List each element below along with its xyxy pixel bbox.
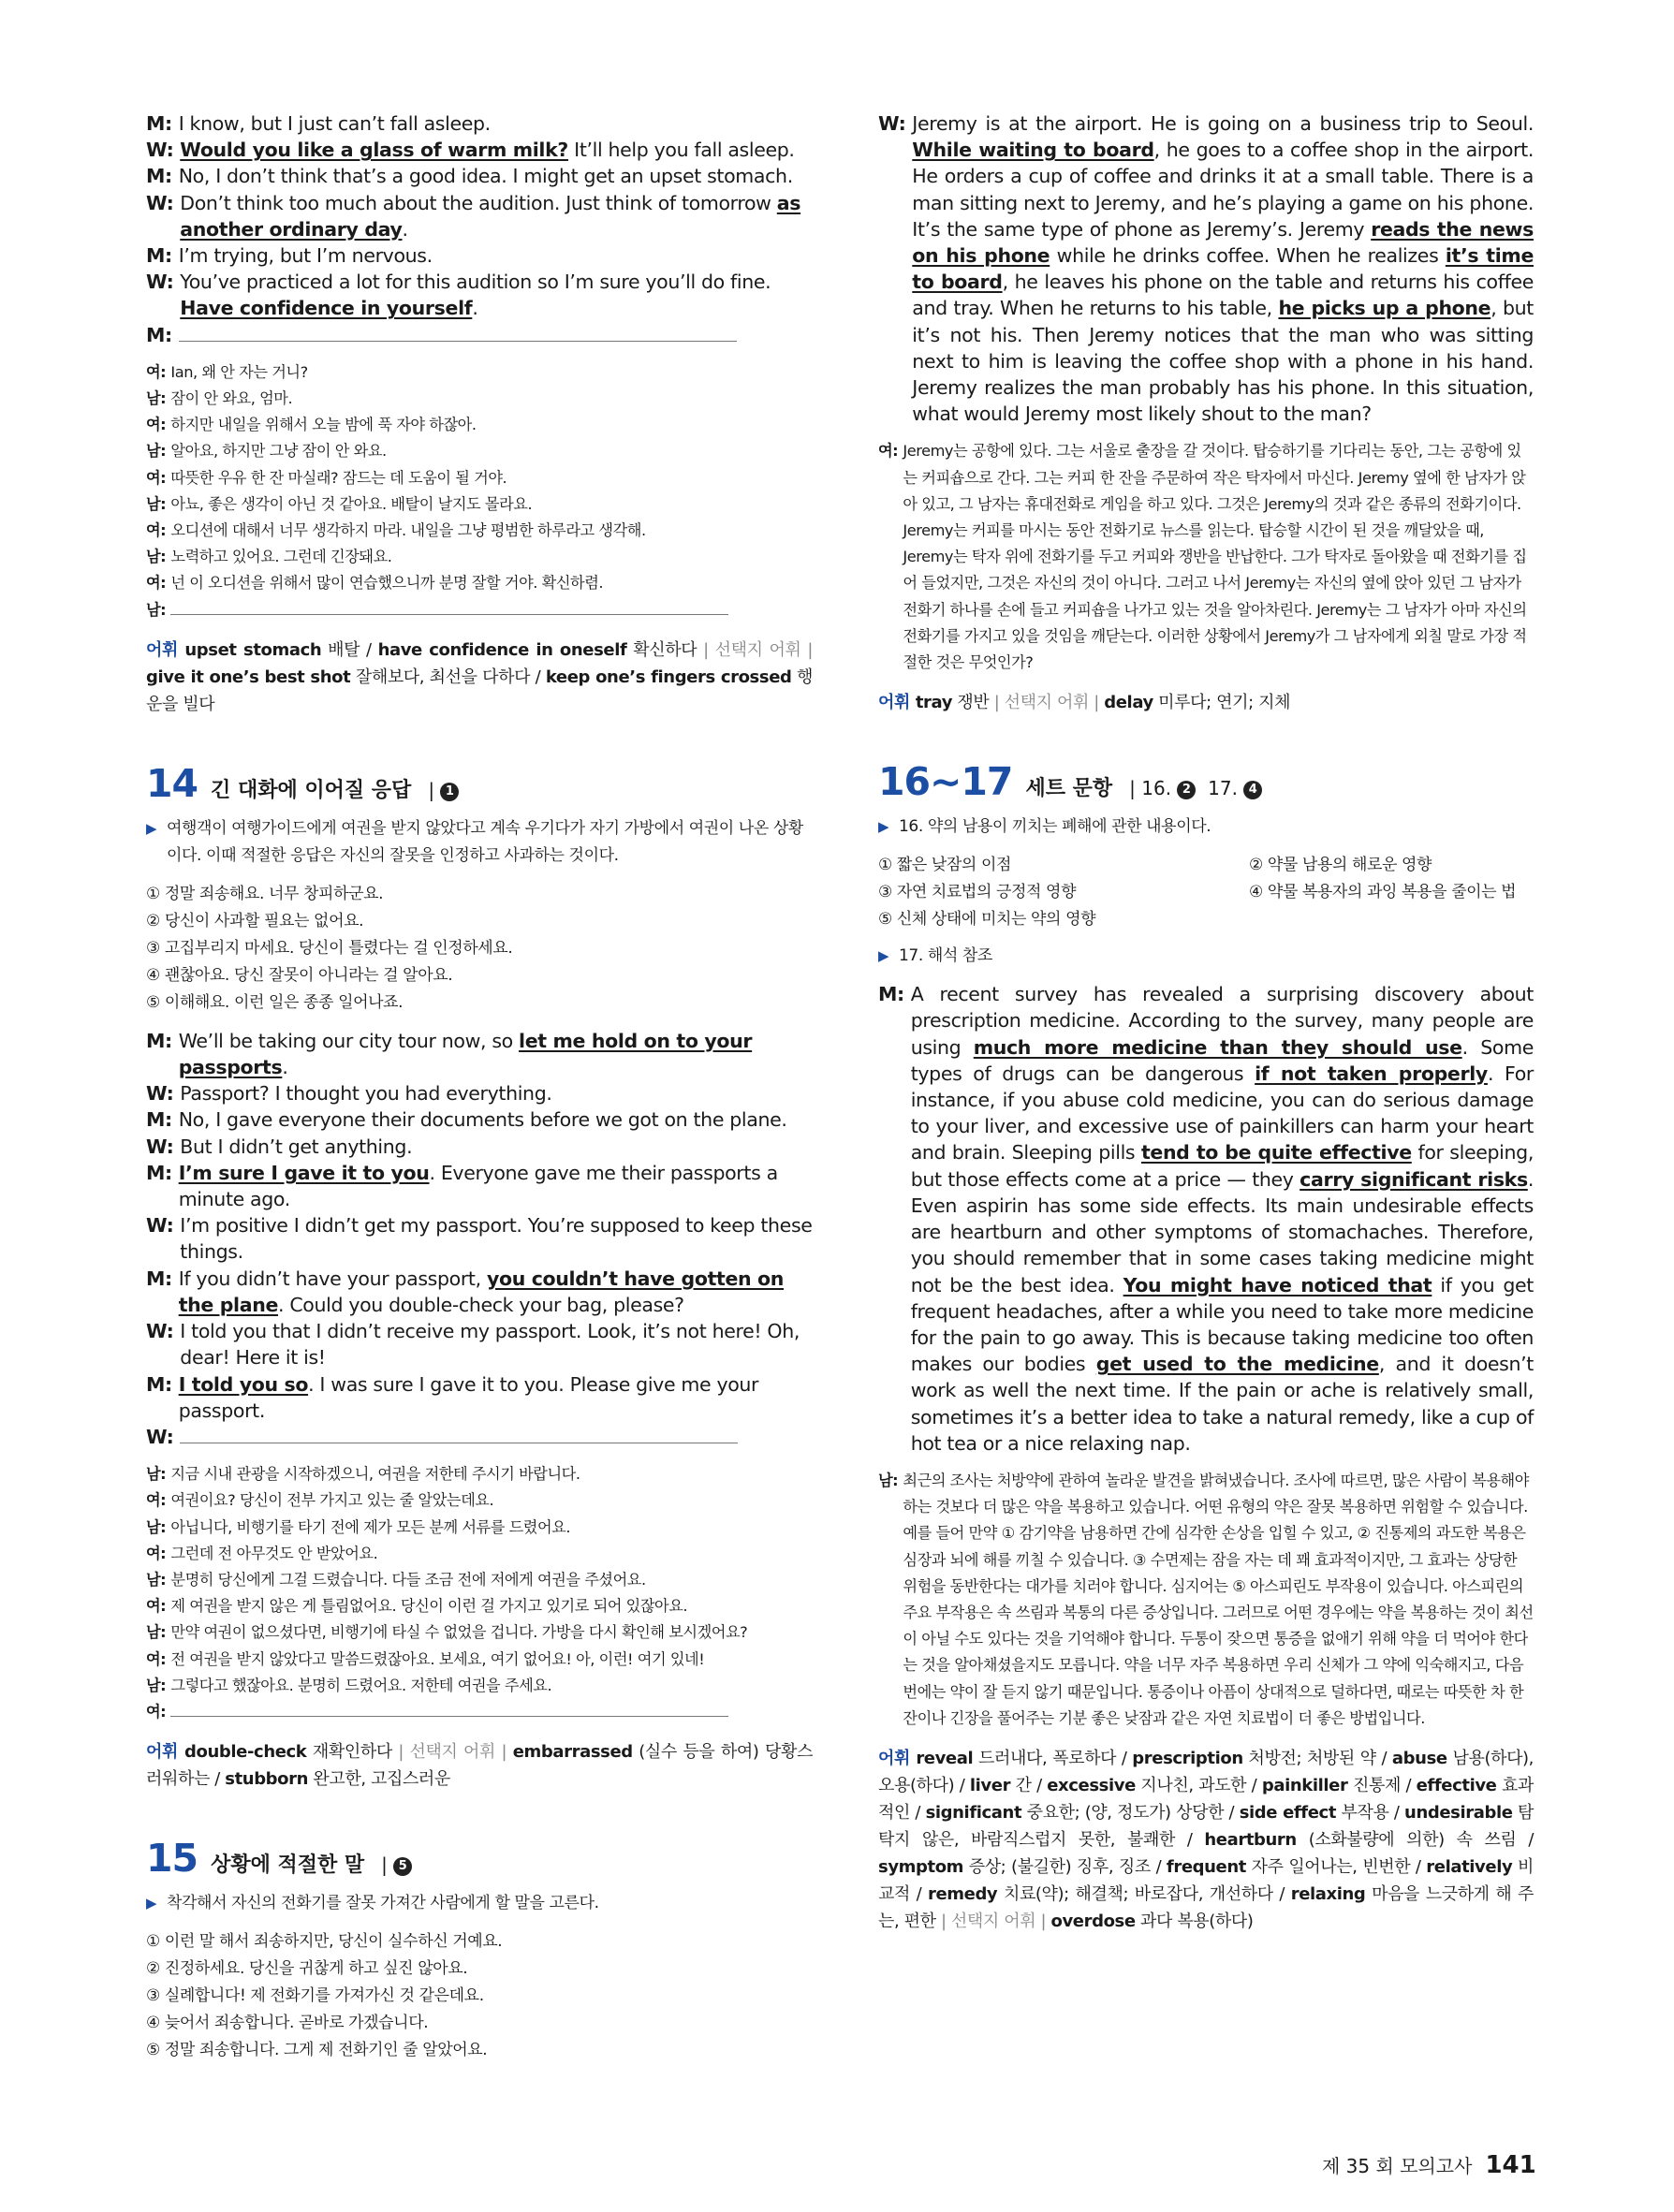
dialogue-line [146, 110, 813, 137]
option-item: ③ 실례합니다! 제 전화기를 가져가신 것 같은데요. [146, 1986, 484, 2006]
section-number: 16~17 [878, 759, 1013, 805]
vocab-term: side effect [1239, 1802, 1337, 1823]
translation-line [146, 412, 813, 438]
vocab-text: 쟁반 [952, 693, 994, 713]
answer-blank [179, 324, 737, 342]
monologue-15 [878, 110, 1534, 427]
translation-line [146, 491, 813, 518]
line-text [912, 110, 1534, 427]
line-text [180, 269, 813, 321]
speaker-label: M: [146, 165, 179, 188]
speaker-label: 여: [146, 416, 171, 434]
line-text [179, 242, 813, 269]
vocab-text: (실수 등을 하여) 당황스러워하는 / [146, 1742, 813, 1790]
line-text [180, 190, 813, 242]
triangle-icon: ▶ [146, 1895, 157, 1912]
section-number: 14 [146, 760, 198, 806]
speaker-label: 여: [146, 1702, 171, 1721]
speaker-label: W: [146, 1135, 181, 1158]
option-item: ③ 자연 치료법의 긍정적 영향 [878, 883, 1077, 902]
translation-line [146, 544, 813, 570]
speaker-label: M: [146, 1161, 179, 1184]
text-run: No, I don’t think that’s a good idea. I might get an upset stomach. [178, 165, 793, 188]
speaker-label: W: [146, 139, 181, 162]
exam-label: 제 35 회 모의고사 [1322, 2155, 1473, 2177]
line-text: 아닙니다, 비행기를 타기 전에 제가 모든 분께 서류를 드렸어요. [170, 1517, 571, 1536]
answer-indicator: | 1 [428, 779, 459, 801]
dialogue-line [146, 137, 813, 163]
vocab-term: give it one’s best shot [146, 667, 351, 687]
line-text: 따뜻한 우유 한 잔 마실래? 잠드는 데 도움이 될 거야. [170, 468, 507, 487]
vocab-text: | 선택지 어휘 | [993, 693, 1099, 713]
line-text [180, 1212, 813, 1265]
option-item: ② 약물 남용의 해로운 영향 [1249, 856, 1432, 875]
line-text [179, 1106, 813, 1133]
key-phrase: get used to the medicine [1095, 1353, 1379, 1376]
speaker-label: W: [146, 271, 181, 294]
vocabulary-16-17 [878, 1745, 1534, 1935]
line-text: 그렇다고 했잖아요. 분명히 드렸어요. 저한테 여권을 주세요. [170, 1676, 552, 1694]
dialogue-line [146, 1106, 813, 1133]
line-text: 제 여권을 받지 않은 게 틀림없어요. 당신이 이런 걸 가지고 있기로 되어 있잖아요. [170, 1597, 688, 1616]
option-item: ② 진정하세요. 당신을 귀찮게 하고 싶진 않아요. [146, 1959, 468, 1979]
vocab-text: 간 / [1010, 1775, 1048, 1795]
line-text [180, 1134, 813, 1160]
line-text [179, 1160, 813, 1212]
vocab-text: 치료(약); 해결책; 바로잡다, 개선하다 / [997, 1883, 1291, 1904]
translation-line [146, 359, 813, 386]
speaker-label: W: [146, 1214, 181, 1238]
text-run: I told you that I didn’t receive my passport. Look, it’s not here! Oh, dear! Here it is! [180, 1320, 800, 1370]
vocab-term: overdose [1050, 1911, 1136, 1931]
dialogue-line [146, 242, 813, 269]
option-item: ② 당신이 사과할 필요는 없어요. [146, 911, 364, 930]
key-phrase: carry significant risks [1300, 1167, 1528, 1191]
vocab-term: relatively [1426, 1856, 1513, 1877]
vocab-term: remedy [928, 1883, 998, 1904]
page-footer [1322, 2151, 1536, 2179]
translation-line [146, 1699, 813, 1725]
line-text [179, 1371, 813, 1424]
vocab-text: 효과적인 / [878, 1775, 1534, 1823]
translation-line [878, 438, 1534, 676]
dialogue-line [146, 322, 813, 348]
section-title: 상황에 적절한 말 [211, 1853, 365, 1878]
key-phrase: he picks up a phone [1278, 297, 1491, 320]
text-run: , and it doesn’t work as well the next time. If the pain or ache is relatively small, sometimes it’s a better idea to take a natural remedy, like a cup of hot tea or a nice relaxing nap. [910, 1353, 1534, 1455]
vocab-text: 처방전; 처방된 약 / [1242, 1748, 1392, 1768]
speaker-label: M: [146, 1267, 179, 1290]
dialogue-line [146, 1134, 813, 1160]
answer-indicator: | 5 [381, 1853, 412, 1876]
line-text: 넌 이 오디션을 위해서 많이 연습했으니까 분명 잘할 거야. 확신하렴. [170, 574, 604, 593]
text-run: if you get frequent headaches, after a while you need to take more medicine for the pain to go away. This is because taking medicine too often makes our bodies [910, 1273, 1534, 1376]
speaker-label: 여: [146, 362, 171, 381]
vocab-text: 확신하다 [626, 639, 704, 660]
line-text [179, 1266, 813, 1318]
speaker-label: 여: [146, 1544, 171, 1562]
answer-indicator: | 16. 2 17. 4 [1129, 777, 1262, 799]
text-run: I’m trying, but I’m nervous. [178, 244, 433, 268]
line-text: 하지만 내일을 위해서 오늘 밤에 푹 자야 하잖아. [170, 416, 477, 434]
vocab-term: undesirable [1404, 1802, 1513, 1823]
text-run: It’ll help you fall asleep. [567, 139, 795, 162]
vocab-text: 탐탁지 않은, 바람직스럽지 못한, 불쾌한 / [878, 1802, 1534, 1850]
speaker-label: 남: [146, 1517, 171, 1536]
translation-line [146, 1461, 813, 1487]
vocab-term: significant [925, 1802, 1022, 1823]
vocab-text: 남용(하다), 오용(하다) / [878, 1748, 1534, 1795]
speaker-label: M: [146, 1372, 179, 1396]
translation-line [146, 386, 813, 412]
speaker-label: 남: [146, 389, 171, 408]
section-header-16-17 [878, 759, 1534, 804]
dialogue-line [146, 1318, 813, 1370]
line-text: 잠이 안 와요, 엄마. [170, 389, 293, 408]
vocab-term: excessive [1047, 1775, 1136, 1795]
dialogue-line [146, 163, 813, 189]
speaker-label: 여: [878, 442, 903, 461]
vocab-text: 마음을 느긋하게 해 주는, 편한 [878, 1883, 1534, 1931]
text-run: . [472, 297, 478, 320]
text-run: . Some types of drugs can be dangerous [910, 1035, 1534, 1085]
speaker-label: M: [878, 983, 911, 1006]
vocab-text: 비교적 / [878, 1856, 1534, 1904]
speaker-label: W: [146, 1320, 181, 1343]
section-number: 15 [146, 1836, 198, 1882]
dialogue-line [878, 110, 1534, 427]
dialogue-line [146, 190, 813, 242]
translation-line [146, 570, 813, 596]
option-item: ③ 고집부리지 마세요. 당신이 틀렸다는 걸 인정하세요. [146, 938, 513, 958]
vocabulary-13 [146, 637, 813, 718]
translation-line [146, 465, 813, 491]
translation-14 [146, 1461, 813, 1725]
vocab-text: 잘해보다, 최선을 다하다 / [350, 667, 546, 687]
line-text: 만약 여권이 없으셨다면, 비행기에 타실 수 없었을 겁니다. 가방을 다시 확인해 보시겠어요? [170, 1623, 748, 1642]
text-run: No, I gave everyone their documents before we got on the plane. [178, 1108, 787, 1132]
line-text: 전 여권을 받지 않았다고 말씀드렸잖아요. 보세요, 여기 없어요! 아, 이런! 여기 있네! [170, 1649, 705, 1668]
vocab-text: 지나친, 과도한 / [1135, 1775, 1262, 1795]
translation-line [146, 518, 813, 544]
vocab-term: painkiller [1261, 1775, 1348, 1795]
vocab-text: | 선택지 어휘 | [940, 1911, 1047, 1931]
vocab-text: 과다 복용(하다) [1135, 1911, 1254, 1931]
dialogue-line [878, 981, 1534, 1457]
vocabulary-14 [146, 1738, 813, 1793]
answer-blank [170, 1699, 728, 1717]
dialogue-line [146, 1028, 813, 1080]
speaker-label: W: [146, 191, 181, 214]
vocab-term: effective [1416, 1775, 1497, 1795]
translation-line [146, 1673, 813, 1699]
speaker-label: 남: [146, 1623, 171, 1642]
line-text: 최근의 조사는 처방약에 관하여 놀라운 발견을 밝혀냈습니다. 조사에 따르면, 많은 사람이 복용해야 하는 것보다 더 많은 약을 복용하고 있습니다. 어떤 유형의 약은 잘못 복용하면 위험할 수 있습니다. 예를 들어 만약 ① 감기약을 남용하면 간에 심각한 손상을 입힐 수 있고, ② 진통제의 과도한 복용은 심장과 뇌에 해를 끼칠 수 있습니다. ③ 수면제는 잠을 자는 데 꽤 효과적이지만, 그 효과는 상당한 위험을 동반한다는 대가를 치러야 합니다. 심지어는 ⑤ 아스피린도 부작용이 있습니다. 아스피린의 주요 부작용은 속 쓰림과 복통의 다른 증상입니다. 그러므로 어떤 경우에는 약을 복용하는 것이 최선이 아닐 수도 있다는 것을 기억해야 합니다. 두통이 잦으면 통증을 없애기 위해 약을 더 먹어야 한다는 것을 알아채셨을지도 모릅니다. 약을 너무 자주 복용하면 우리 신체가 그 약에 익숙해지고, 다음번에는 약이 잘 듣지 않기 때문입니다. 통증이나 아픔이 상대적으로 덜하다면, 때로는 따뜻한 차 한 잔이나 긴장을 풀어주는 기분 좋은 낮잠과 같은 자연 치료법이 더 좋은 방법입니다. [903, 1471, 1534, 1727]
translation-13 [146, 359, 813, 623]
vocab-term: heartburn [1204, 1829, 1297, 1850]
text-run: while he drinks coffee. When he realizes [1050, 244, 1446, 268]
text-run: . [282, 1056, 288, 1079]
text-run: . Even aspirin has some side effects. Its main undesirable effects are heartburn and other symptoms of stomachaches. Therefore, you should remember that in some cases taking medicine might not be the best idea. [910, 1167, 1534, 1296]
line-text [180, 1080, 813, 1106]
answer-circle: 1 [440, 783, 459, 801]
vocab-label: 어휘 [146, 639, 185, 660]
text-run: . Everyone gave me their passports a minute ago. [178, 1161, 778, 1211]
speaker-label: W: [146, 1082, 181, 1106]
section-title: 세트 문항 [1025, 777, 1113, 801]
key-phrase: much more medicine than they should use [973, 1035, 1462, 1059]
text-run: , but it’s not his. Then Jeremy notices that the man who was sitting next to him is leaving the coffee shop with a phone in his hand. Jeremy realizes the man probably has his phone. In this situation, what would Jeremy most likely shout to the man? [912, 297, 1534, 426]
key-phrase: you couldn’t have gotten on the plane [178, 1267, 785, 1316]
triangle-icon: ▶ [878, 818, 889, 836]
vocabulary-15 [878, 689, 1534, 716]
line-text: 분명히 당신에게 그걸 드렸습니다. 다들 조금 전에 저에게 여권을 주셨어요. [170, 1570, 646, 1589]
line-text [180, 137, 813, 163]
line-text: 여권이요? 당신이 전부 가지고 있는 줄 알았는데요. [170, 1491, 494, 1510]
option-item: ⑤ 신체 상태에 미치는 약의 영향 [878, 910, 1096, 930]
section-description-17: ▶ 17. 해석 참조 [878, 943, 1534, 970]
vocab-term: tray [915, 693, 953, 713]
translation-line [146, 1593, 813, 1619]
text-run: Don’t think too much about the audition. Just think of tomorrow [180, 191, 777, 214]
key-phrase: Would you like a glass of warm milk? [180, 139, 568, 162]
section-description: ▶ 여행객이 여행가이드에게 여권을 받지 않았다고 계속 우기다가 자기 가방에서 여권이 나온 상황이다. 이때 적절한 응답은 자신의 잘못을 인정하고 사과하는 것이다. [146, 815, 813, 870]
text-run: Passport? I thought you had everything. [180, 1082, 552, 1106]
vocab-term: abuse [1391, 1748, 1447, 1768]
speaker-label: 남: [146, 1465, 171, 1484]
translation-15 [878, 438, 1534, 676]
line-text: Jeremy는 공항에 있다. 그는 서울로 출장을 갈 것이다. 탑승하기를 기다리는 동안, 그는 공항에 있는 커피숍으로 간다. 그는 커피 한 잔을 주문하여 작은 탁자에서 마신다. Jeremy 옆에 한 남자가 앉아 있고, 그 남자는 휴대전화로 게임을 하고 있다. 그것은 Jeremy의 것과 같은 종류의 전화기이다. Jeremy는 커피를 마시는 동안 전화기로 뉴스를 읽는다. 탑승할 시간이 된 것을 깨달았을 때, Jeremy는 탁자 위에 전화기를 두고 커피와 쟁반을 반납한다. 그가 탁자로 돌아왔을 때 전화기를 집어 들었지만, 그것은 자신의 것이 아니다. 그러고 나서 Jeremy는 자신의 옆에 앉아 있던 그 남자가 전화기 하나를 손에 들고 커피숍을 나가고 있는 것을 알아차린다. Jeremy는 그 남자가 아마 자신의 전화기를 가지고 있을 것임을 깨닫는다. 이러한 상황에서 Jeremy가 그 남자에게 외칠 말로 가장 적절한 것은 무엇인가? [903, 442, 1527, 672]
translation-line [146, 1487, 813, 1514]
vocab-term: frequent [1166, 1856, 1246, 1877]
dialogue-line [146, 1080, 813, 1106]
key-phrase: Have confidence in yourself [180, 297, 473, 320]
vocab-label: 어휘 [878, 693, 916, 713]
line-text: 노력하고 있어요. 그런데 긴장돼요. [170, 548, 392, 566]
line-text [180, 1318, 813, 1370]
translation-line [146, 1619, 813, 1646]
section-15 [146, 1836, 813, 2064]
speaker-label: 여: [146, 468, 171, 487]
text-run: I know, but I just can’t fall asleep. [178, 112, 491, 135]
vocab-text: | 선택지 어휘 | [703, 639, 813, 660]
text-run: , he leaves his phone on the table and returns his coffee and tray. When he returns to his table, [912, 271, 1534, 320]
key-phrase: While waiting to board [912, 139, 1154, 162]
line-text [179, 110, 813, 137]
key-phrase: reads the news on his phone [912, 217, 1534, 268]
dialogue-line [146, 1371, 813, 1424]
vocab-term: have confidence in oneself [377, 639, 627, 660]
line-text: 그런데 전 아무것도 안 받았어요. [170, 1544, 378, 1562]
answer-blank [170, 597, 728, 615]
key-phrase: if not taken properly [1255, 1062, 1488, 1085]
option-item: ④ 약물 복용자의 과잉 복용을 줄이는 법 [1249, 883, 1517, 902]
line-text [911, 981, 1534, 1457]
speaker-label: 여: [146, 1491, 171, 1510]
text-run: We’ll be taking our city tour now, so [178, 1029, 520, 1052]
triangle-icon: ▶ [878, 947, 889, 965]
triangle-icon: ▶ [146, 819, 157, 837]
left-column [146, 110, 813, 2064]
line-text: 오디션에 대해서 너무 생각하지 마라. 내일을 그냥 평범한 하루라고 생각해. [170, 521, 646, 540]
speaker-label: 남: [878, 1471, 903, 1489]
key-phrase: let me hold on to your passports [178, 1029, 753, 1079]
speaker-label: 남: [146, 494, 171, 513]
text-run: But I didn’t get anything. [180, 1135, 413, 1158]
vocab-term: delay [1104, 693, 1153, 713]
option-item: ① 정말 죄송해요. 너무 창피하군요. [146, 884, 384, 903]
text-run: A recent survey has revealed a surprising discovery about prescription medicine. According to the survey, many people are using [910, 983, 1534, 1059]
dialogue-line [146, 269, 813, 321]
answer-options [146, 881, 813, 1017]
translation-line [146, 1567, 813, 1593]
vocab-text: 행운을 빌다 [146, 667, 813, 714]
vocab-term: double-check [184, 1742, 307, 1763]
vocab-label: 어휘 [878, 1748, 917, 1768]
option-item: ④ 괜찮아요. 당신 잘못이 아니라는 걸 알아요. [146, 965, 453, 985]
text-run: for sleeping, but those effects come at a price — they [910, 1141, 1534, 1191]
speaker-label: 남: [146, 600, 171, 619]
answer-blank [180, 1426, 738, 1443]
right-column [878, 110, 1534, 1935]
section-description: ▶ 착각해서 자신의 전화기를 잘못 가져간 사람에게 할 말을 고른다. [146, 1890, 813, 1917]
translation-line [146, 597, 813, 623]
dialogue-line [146, 1212, 813, 1265]
speaker-label: M: [146, 244, 179, 268]
text-run: . I was sure I gave it to you. Please give me your passport. [178, 1372, 759, 1422]
section-title: 긴 대화에 이어질 응답 [211, 778, 412, 802]
option-item: ④ 늦어서 죄송합니다. 곧바로 가겠습니다. [146, 2014, 429, 2033]
vocab-term: stubborn [225, 1769, 309, 1790]
dialogue-line [146, 1266, 813, 1318]
vocab-term: keep one’s fingers crossed [545, 667, 792, 687]
vocab-text: 완고한, 고집스러운 [308, 1769, 450, 1790]
vocab-text: 자주 일어나는, 빈번한 / [1245, 1856, 1427, 1877]
text-run: Jeremy is at the airport. He is going on a business trip to Seoul. [912, 112, 1534, 135]
translation-16-17 [878, 1468, 1534, 1732]
vocab-text: 미루다; 연기; 지체 [1153, 693, 1291, 713]
vocab-text: | 선택지 어휘 | [398, 1742, 507, 1763]
speaker-label: 여: [146, 1597, 171, 1616]
option-item: ⑤ 이해해요. 이런 일은 종종 일어나죠. [146, 992, 404, 1012]
text-run: . For instance, if you abuse cold medicine, you can do serious damage to your liver, and excessive use of painkillers can harm your heart and brain. Sleeping pills [910, 1062, 1534, 1165]
section-16-17 [878, 759, 1534, 1935]
key-phrase: I told you so [178, 1372, 309, 1396]
text-run: If you didn’t have your passport, [178, 1267, 487, 1290]
dialogue-14 [146, 1028, 813, 1450]
line-text: 지금 시내 관광을 시작하겠으니, 여권을 저한테 주시기 바랍니다. [170, 1465, 580, 1484]
key-phrase: it’s time to board [912, 244, 1534, 294]
text-run: . Could you double-check your bag, please? [278, 1293, 684, 1316]
section-header-14 [146, 761, 813, 806]
answer-options [878, 852, 1534, 933]
vocab-term: embarrassed [512, 1742, 633, 1763]
answer-circle-17: 4 [1243, 781, 1262, 799]
text-run: , he goes to a coffee shop in the airport. He orders a cup of coffee and drinks it at a small table. There is a man sitting next to Jeremy, and he’s playing a game on his phone. It’s the same type of phone as Jeremy’s. Jeremy [912, 139, 1534, 241]
answer-circle-16: 2 [1177, 781, 1196, 799]
speaker-label: M: [146, 112, 179, 135]
dialogue-13 [146, 110, 813, 348]
section-header-15 [146, 1836, 813, 1881]
vocab-term: liver [969, 1775, 1011, 1795]
speaker-label: 여: [146, 574, 171, 593]
section-description-16: ▶ 16. 약의 남용이 끼치는 폐해에 관한 내용이다. [878, 813, 1534, 841]
line-text [179, 322, 813, 348]
text-run: I’m positive I didn’t get my passport. You’re supposed to keep these things. [180, 1214, 813, 1264]
translation-line [146, 1541, 813, 1567]
speaker-label: M: [146, 1108, 179, 1132]
speaker-label: 남: [146, 442, 171, 461]
line-text [179, 163, 813, 189]
vocab-term: prescription [1132, 1748, 1243, 1768]
key-phrase: as another ordinary day [180, 191, 801, 241]
vocab-text: 드러내다, 폭로하다 / [973, 1748, 1133, 1768]
speaker-label: M: [146, 1029, 179, 1052]
option-item: ⑤ 정말 죄송합니다. 그게 제 전화기인 줄 알았어요. [146, 2041, 488, 2060]
vocab-term: relaxing [1290, 1883, 1366, 1904]
speaker-label: W: [146, 1425, 181, 1448]
speaker-label: W: [878, 112, 913, 135]
key-phrase: You might have noticed that [1123, 1273, 1432, 1296]
vocab-text: 배탈 / [321, 639, 378, 660]
answer-circle: 5 [393, 1857, 412, 1876]
option-item: ① 짧은 낮잠의 이점 [878, 856, 1012, 875]
vocab-term: symptom [878, 1856, 964, 1877]
vocab-text: 중요한; (양, 정도가) 상당한 / [1021, 1802, 1240, 1823]
line-text [180, 1424, 813, 1450]
speaker-label: 남: [146, 1570, 171, 1589]
translation-line [146, 438, 813, 464]
section-14 [146, 761, 813, 1793]
line-text: Ian, 왜 안 자는 거니? [170, 362, 308, 381]
dialogue-line [146, 1160, 813, 1212]
line-text [170, 1699, 813, 1725]
speaker-label: 여: [146, 521, 171, 540]
line-text: 아뇨, 좋은 생각이 아닌 것 같아요. 배탈이 날지도 몰라요. [170, 494, 533, 513]
vocab-text: 부작용 / [1336, 1802, 1405, 1823]
vocab-text: 재확인하다 [306, 1742, 399, 1763]
answer-options [146, 1928, 813, 2064]
dialogue-line [146, 1424, 813, 1450]
speaker-label: 남: [146, 548, 171, 566]
key-phrase: I’m sure I gave it to you [178, 1161, 430, 1184]
vocab-text: (소화불량에 의한) 속 쓰림 / [1296, 1829, 1534, 1850]
page-number: 141 [1485, 2151, 1536, 2179]
vocab-term: upset stomach [184, 639, 322, 660]
translation-line [146, 1647, 813, 1673]
line-text [179, 1028, 813, 1080]
text-run: . [402, 217, 408, 241]
speaker-label: M: [146, 323, 179, 346]
vocab-label: 어휘 [146, 1742, 185, 1763]
speaker-label: 여: [146, 1649, 171, 1668]
line-text [170, 597, 813, 623]
vocab-term: reveal [916, 1748, 974, 1768]
speaker-label: 남: [146, 1676, 171, 1694]
option-item: ① 이런 말 해서 죄송하지만, 당신이 실수하신 거예요. [146, 1932, 503, 1952]
vocab-text: 진통제 / [1347, 1775, 1417, 1795]
line-text: 알아요, 하지만 그냥 잠이 안 와요. [170, 442, 387, 461]
vocab-text: 증상; (불길한) 징후, 징조 / [963, 1856, 1167, 1877]
monologue-16-17 [878, 981, 1534, 1457]
key-phrase: tend to be quite effective [1140, 1141, 1412, 1165]
text-run: You’ve practiced a lot for this audition so I’m sure you’ll do fine. [180, 271, 771, 294]
translation-line [878, 1468, 1534, 1732]
translation-line [146, 1515, 813, 1541]
